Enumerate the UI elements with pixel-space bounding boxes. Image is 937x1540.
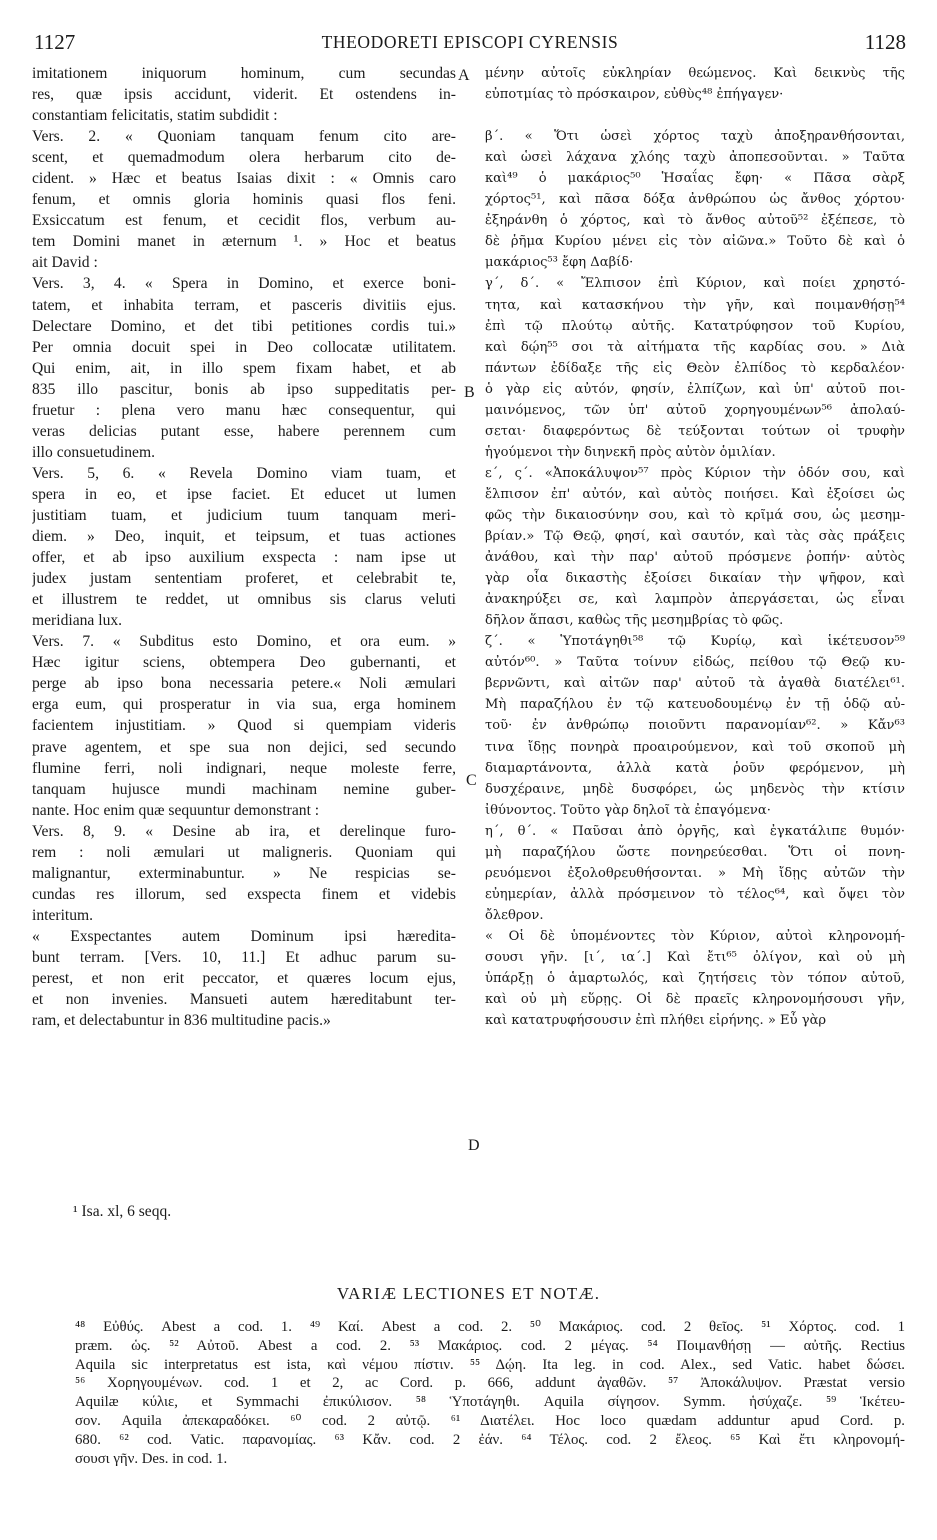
greek-text-line: ὄλεθρον.: [485, 907, 544, 923]
greek-text-line: γ΄, δ΄. « Ἔλπισον ἐπὶ Κύριον, καὶ ποίει χρηστό-: [485, 276, 905, 292]
latin-text-line: imitationem iniquorum hominum, cum secundas: [32, 65, 456, 82]
latin-text-line: fenum, et omnis gloria hominis quasi flos feni.: [32, 191, 456, 209]
latin-text-line: tatem, et inhabita terram, et pasceris divitiis ejus.: [32, 296, 456, 314]
greek-text-line: ἰθύνοντος. Τοῦτο γὰρ δηλοῖ τὰ ἐπαγόμενα·: [485, 802, 771, 818]
latin-text-line: diem. » Deo, inquit, et teipsum, et tuas actiones: [32, 528, 456, 546]
latin-text-line: scent, et quemadmodum olera herbarum cito de-: [32, 149, 456, 167]
greek-text-line: πάντων ἐδίδαξε τῆς εἰς Θεὸν ἐλπίδος τὸ κερδαλέον·: [485, 360, 905, 376]
greek-text-line: ὁ γὰρ εἰς αὐτόν, φησίν, ἐλπίζων, καὶ ὑπ' αὐτοῦ ποι-: [485, 381, 905, 397]
note-line: ⁴⁸ Εὐθύς. Abest a cod. 1. ⁴⁹ Καί. Abest a cod. 2. ⁵⁰ Μακάριος. cod. 2 θεῖος. ⁵¹ Χόρτος. cod. 1: [75, 1319, 905, 1335]
note-line: ⁵⁶ Χορηγουμένων. cod. 1 et 2, ac Cord. p. 666, addunt ἀγαθῶν. ⁵⁷ Ἀποκάλυψον. Præstat versio: [75, 1375, 905, 1392]
latin-text-line: illo consuetudinem.: [32, 443, 155, 461]
greek-text-line: καὶ δῴη⁵⁵ σοι τὰ αἰτήματα τῆς καρδίας σου. » Διὰ: [485, 339, 905, 355]
latin-text-line: meridiana lux.: [32, 612, 123, 630]
greek-text-line: β΄. « Ὅτι ὡσεὶ χόρτος ταχὺ ἀποξηρανθήσονται,: [485, 129, 905, 145]
greek-text-line: μαινόμενος, τῶν ὑπ' αὐτοῦ χορηγουμένων⁵⁶ ἀπολαύ-: [485, 402, 905, 418]
greek-text-line: βερνῶντι, καὶ αἰτῶν παρ' αὐτοῦ τὰ ἀγαθὰ διατέλει⁶¹.: [485, 676, 905, 692]
margin-letter-a: A: [458, 67, 470, 84]
latin-text-line: malignantur, exterminabuntur. » Ne respicias se-: [32, 864, 456, 882]
running-title: THEODORETI EPISCOPI CYRENSIS: [321, 32, 619, 52]
latin-text-line: Vers. 7. « Subditus esto Domino, et ora eum. »: [32, 633, 456, 651]
greek-text-line: τινα ἴδῃς πονηρὰ προαιρούμενον, καὶ τοῦ σκοποῦ μὴ: [485, 739, 905, 755]
greek-text-line: σεται· διαφερόντως δὲ τεύξονται τούτων οἱ τρυφὴν: [485, 423, 905, 439]
greek-text-line: καὶ κατατρυφήσουσιν ἐπὶ πλήθει εἰρήνης. » Εὖ γὰρ: [485, 1013, 827, 1029]
note-line: 680. ⁶² cod. Vatic. παρανομίας. ⁶³ Κἄν. cod. 2 ἐάν. ⁶⁴ Τέλος. cod. 2 ἔλεος. ⁶⁵ Καὶ ἔτι κληρονομή-: [75, 1431, 905, 1448]
latin-text-line: prave agentem, et spe sua non dejici, sed secundo: [32, 738, 456, 756]
greek-text-line: καὶ⁴⁹ ὁ μακάριος⁵⁰ Ἡσαΐας ἔφη· « Πᾶσα σὰρξ: [485, 171, 905, 187]
footnote: ¹ Isa. xl, 6 seqq.: [73, 1203, 172, 1220]
latin-text-line: flumine ferri, noli indignari, neque moleste ferre,: [32, 759, 456, 777]
page-number-right: 1128: [864, 30, 906, 54]
notes-block: [75, 1318, 905, 1468]
latin-text-line: erga eum, qui prosperatur in via sua, erga hominem: [32, 696, 456, 714]
latin-text-line: bunt terram. [Vers. 10, 11.] Et adhuc parum su-: [32, 948, 456, 966]
greek-text-line: ε΄, ς΄. «Ἀποκάλυψον⁵⁷ πρὸς Κύριον τὴν ὁδόν σου, καὶ: [485, 465, 905, 481]
latin-text-line: Vers. 8, 9. « Desine ab ira, et derelinque furo-: [32, 822, 456, 840]
greek-text-line: δὲ ῥῆμα Κυρίου μένει εἰς τὸν αἰῶνα.» Τοῦτο δὲ καὶ ὁ: [485, 234, 905, 250]
latin-text-line: cident. » Hæc et beatus Isaias dixit : « Omnis caro: [32, 170, 456, 188]
latin-text-line: Qui enim, ait, in illo spem fixam habet, et ab: [32, 359, 456, 377]
greek-text-line: εὐημερίαν, ἀλλὰ πρόσμεινον τὸ τέλος⁶⁴, καὶ ὄψει τὸν: [485, 886, 905, 902]
latin-text-line: ait David :: [32, 254, 98, 272]
latin-text-line: cundas res illorum, sed exspecta finem et videbis: [32, 885, 456, 903]
latin-text-line: Vers. 2. « Quoniam tanquam fenum cito are-: [32, 128, 456, 146]
greek-text-line: αὐτόν⁶⁰. » Ταῦτα τοίνυν εἰδώς, πείθου τῷ Θεῷ κυ-: [485, 655, 905, 671]
latin-text-line: 835 illo pascitur, bonis ab ipso suppeditatis per-: [32, 380, 456, 398]
greek-text-line: ἐπὶ τῷ πλούτῳ αὐτῆς. Κατατρύφησον τοῦ Κυρίου,: [485, 318, 905, 334]
latin-text-line: spera in eo, et ipse faciet. Et educet ut lumen: [32, 485, 456, 503]
greek-text-line: μακάριος⁵³ ἔφη Δαβίδ·: [485, 255, 634, 271]
greek-text-line: η΄, θ΄. « Παῦσαι ἀπὸ ὀργῆς, καὶ ἐγκατάλιπε θυμόν·: [485, 823, 905, 839]
latin-text-line: rem : noli æmulari ut maligneris. Quoniam qui: [32, 843, 456, 861]
note-line: Aquila sic interpretatus est ista, καὶ νέμου πίστιν. ⁵⁵ Δῴη. Ita leg. in cod. Alex., sed Vatic. habet δώσει.: [75, 1356, 905, 1373]
latin-text-line: judex justam sententiam proferet, et celebrabit te,: [32, 570, 456, 588]
latin-text-line: offer, et ab ipso auxilium exspecta : nam ipse ut: [32, 549, 456, 567]
latin-text-line: Per omnia docuit spei in Deo collocatæ utilitatem.: [32, 338, 456, 356]
latin-text-line: tem Domini manet in æternum ¹. » Hoc et beatus: [32, 233, 456, 251]
greek-text-line: μὴ παραζήλου ὥστε πονηρεύεσθαι. Ὅτι οἱ πονη-: [485, 844, 905, 860]
latin-text-line: tanquam hujusce mundi machinam nemine guber-: [32, 780, 456, 798]
greek-text-line: καὶ ὡσεὶ λάχανα χλόης ταχὺ ἀποπεσοῦνται. » Ταῦτα: [485, 150, 905, 166]
greek-text-line: τοῦ· ἐν ἀνθρώπῳ ποιοῦντι παρανομίαν⁶². » Κἄν⁶³: [485, 718, 905, 734]
greek-text-line: τητα, καὶ κατασκήνου τὴν γῆν, καὶ ποιμανθήσῃ⁵⁴: [485, 297, 905, 313]
greek-text-line: εὐποτμίας τὸ πρόσκαιρον, εὐθὺς⁴⁸ ἐπήγαγεν·: [485, 87, 784, 103]
note-line: Aquilæ κύλιε, et Symmachi ἐπικύλισον. ⁵⁸ Ὑποτάγηθι. Aquila σίγησον. Symm. ἡσύχαζε. ⁵⁹ Ἱκέτευ-: [75, 1394, 905, 1411]
latin-text-line: Vers. 5, 6. « Revela Domino viam tuam, et: [32, 464, 456, 482]
greek-text-line: χόρτος⁵¹, καὶ πᾶσα δόξα ἀνθρώπου ὡς ἄνθος χόρτου·: [485, 192, 905, 208]
notes-title: VARIÆ LECTIONES ET NOTÆ.: [336, 1284, 601, 1303]
latin-text-line: Exsiccatum est fenum, et cecidit flos, verbum au-: [32, 212, 456, 230]
latin-text-line: Vers. 3, 4. « Spera in Domino, et exerce boni-: [32, 275, 456, 293]
greek-text-line: καὶ οὐ μὴ εὕρῃς. Οἱ δὲ πραεῖς κληρονομήσουσι γῆν,: [485, 992, 905, 1008]
latin-text-line: et illustrem te reddet, ut omnibus sis clarus veluti: [32, 591, 456, 609]
greek-text-line: σουσι γῆν. [ι΄, ια΄.] Καὶ ἔτι⁶⁵ ὀλίγον, καὶ οὐ μὴ: [485, 949, 905, 965]
latin-text-line: Hæc igitur sciens, obtempera Deo gubernanti, et: [32, 654, 456, 672]
running-head: [34, 30, 906, 56]
greek-text-line: ἔλπισον ἐπ' αὐτόν, καὶ αὐτὸς ποιήσει. Καὶ ἐξοίσει ὡς: [485, 486, 905, 502]
latin-text-line: et non invenies. Mansueti autem hæreditabunt ter-: [32, 991, 456, 1009]
latin-text-line: perest, et non erit peccator, et quæres locum ejus,: [32, 970, 456, 988]
greek-column: [485, 63, 905, 1031]
greek-text-line: δῆλον ἅπασι, καθὼς τῆς μεσημβρίας τὸ φῶς.: [485, 613, 784, 629]
latin-text-line: nante. Hoc enim quæ sequuntur demonstrant :: [32, 801, 320, 819]
latin-text-line: « Exspectantes autem Dominum ipsi hæredita-: [32, 927, 456, 945]
latin-text-line: veras delicias putant esse, habere perennem cum: [32, 422, 456, 440]
margin-letter-c: C: [466, 772, 477, 789]
margin-letter-b: B: [464, 384, 475, 401]
note-line: σουσι γῆν. Des. in cod. 1.: [75, 1450, 228, 1467]
greek-text-line: ἀνάθου, καὶ τὴν παρ' αὐτοῦ πρόσμενε ῥοπήν· αὐτὸς: [485, 550, 905, 566]
margin-letter-d: D: [468, 1137, 480, 1154]
latin-text-line: perge ab ipso bona necessaria petere.« Noli æmulari: [32, 675, 456, 693]
greek-text-line: βρίαν.» Τῷ Θεῷ, φησί, καὶ σαυτόν, καὶ τὰς σὰς πράξεις: [485, 529, 905, 545]
greek-text-line: Μὴ παραζήλου ἐν τῷ κατευοδουμένῳ ἐν τῇ ὁδῷ αὐ-: [485, 697, 905, 713]
latin-text-line: fruetur : plena vero manu hæc consequentur, qui: [32, 401, 456, 419]
greek-text-line: ζ΄. « Ὑποτάγηθι⁵⁸ τῷ Κυρίῳ, καὶ ἱκέτευσον⁵⁹: [485, 634, 905, 650]
latin-column: [32, 63, 456, 1031]
page-number-left: 1127: [34, 30, 76, 54]
latin-text-line: res, quæ ipsis accidunt, viderit. Et ostendens in-: [32, 86, 456, 104]
greek-text-line: ἀνακηρύξει σε, καὶ λαμπρὸν ἀπεργάσεται, ὡς εἶναι: [485, 592, 905, 608]
latin-text-line: ram, et delectabuntur in 836 multitudine pacis.»: [32, 1012, 331, 1030]
greek-text-line: φῶς τὴν δικαιοσύνην σου, καὶ τὸ κρῖμά σου, ὡς μεσημ-: [485, 507, 905, 523]
greek-text-line: ἡγούμενοι τὴν διηνεκῆ πρὸς αὐτὸν ὁμιλίαν.: [485, 444, 776, 460]
latin-text-line: justitiam tuam, et judicium tuum tanquam meri-: [32, 506, 456, 524]
greek-text-line: γὰρ οἷα δικαστὴς ἐξοίσει δικαίαν τὴν ψῆφον, καὶ: [485, 571, 905, 587]
greek-text-line: [485, 105, 905, 126]
greek-text-line: ἐξηράνθη ὁ χόρτος, καὶ τὸ ἄνθος αὐτοῦ⁵² ἐξέπεσε, τὸ: [485, 213, 905, 229]
greek-text-line: μένην αὐτοῖς εὐκληρίαν θεώμενος. Καὶ δεικνὺς τῆς: [485, 66, 905, 81]
latin-text-line: interitum.: [32, 906, 94, 924]
greek-text-line: « Οἱ δὲ ὑπομένοντες τὸν Κύριον, αὐτοὶ κληρονομή-: [485, 928, 905, 944]
greek-text-line: ὑπάρξῃ ὁ ἁμαρτωλός, καὶ ζητήσεις τὸν τόπον αὐτοῦ,: [485, 971, 905, 987]
latin-text-line: facientem injustitiam. » Quod si quempiam videris: [32, 717, 456, 735]
greek-text-line: ρευόμενοι ἐξολοθρευθήσονται. » Μὴ ἴδῃς αὐτῶν τὴν: [485, 865, 905, 881]
note-line: σον. Aquila ἀπεκαραδόκει. ⁶⁰ cod. 2 αὐτῷ. ⁶¹ Διατέλει. Hoc loco quædam adduntur apud Cord. p.: [75, 1412, 905, 1429]
note-line: præm. ὡς. ⁵² Αὐτοῦ. Abest a cod. 2. ⁵³ Μακάριος. cod. 2 μέγας. ⁵⁴ Ποιμανθήσῃ — αὐτῆς. Rectius: [75, 1337, 905, 1354]
greek-text-line: δυσχέραινε, μηδὲ δυσφόρει, ὡς μηδενὸς τὴν κτίσιν: [485, 781, 905, 797]
latin-text-line: Delectare Domino, et det tibi petitiones cordis tui.»: [32, 317, 456, 335]
greek-text-line: διαμαρτάνοντα, ἀλλὰ κατὰ ῥοῦν φερόμενον, μὴ: [485, 760, 905, 776]
latin-text-line: constantiam felicitatis, statim subdidit :: [32, 107, 278, 125]
